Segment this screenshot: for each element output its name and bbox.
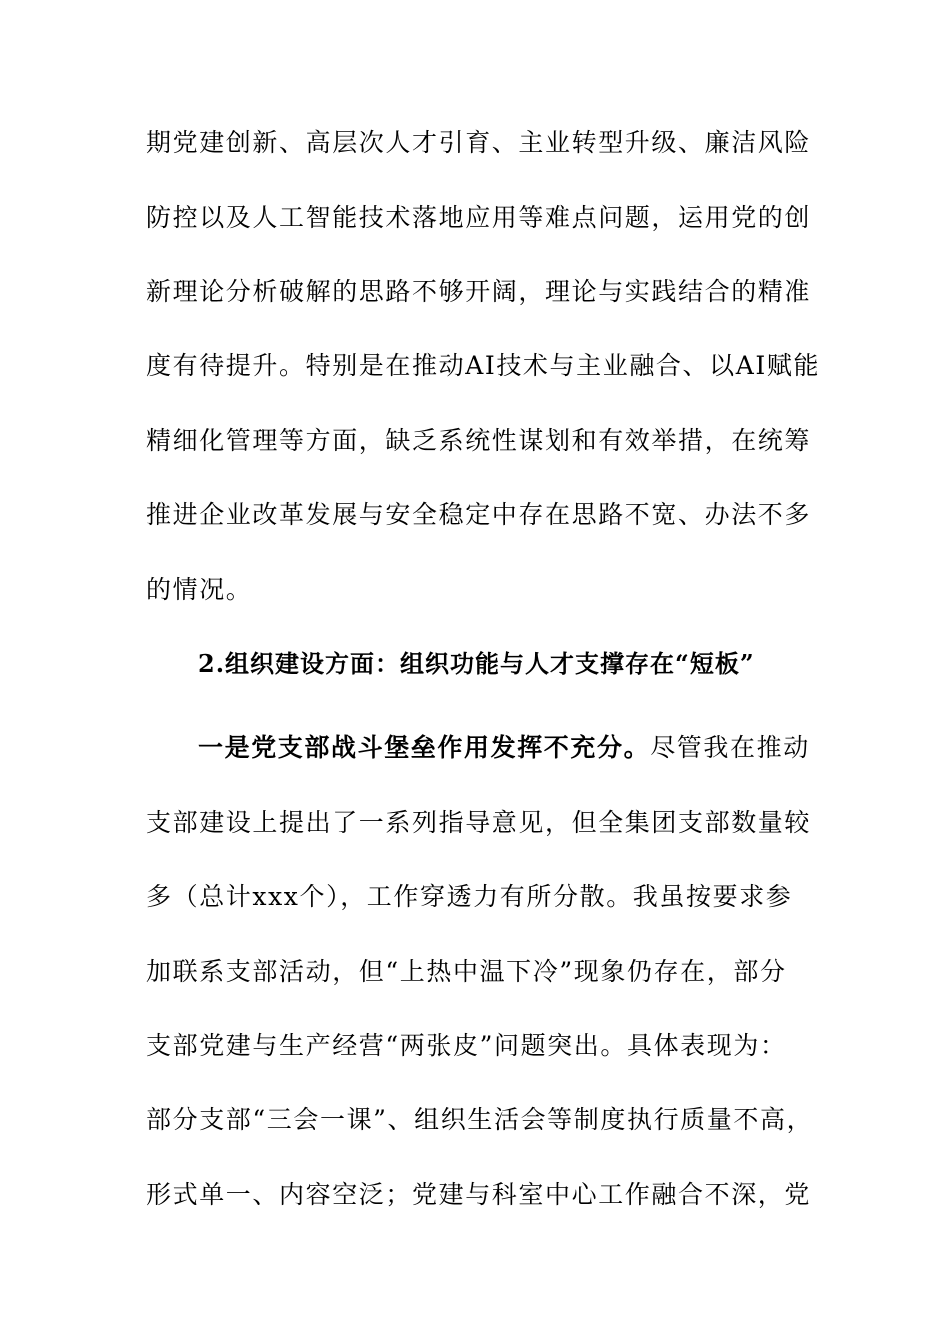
paragraph-line: 防控以及人工智能技术落地应用等难点问题，运用党的创 [146,203,812,232]
lead-bold-text: 一是党支部战斗堡垒作用发挥不充分。 [198,733,651,762]
paragraph-line: 部分支部“三会一课”、组织生活会等制度执行质量不高， [146,1105,814,1134]
lead-rest-text: 尽管我在推动 [650,733,810,762]
paragraph-line: 加联系支部活动，但“上热中温下冷”现象仍存在，部分 [146,957,787,986]
paragraph-line: 形式单一、内容空泛；党建与科室中心工作融合不深，党 [146,1180,812,1209]
paragraph-lead-line [198,731,810,765]
paragraph-line: 精细化管理等方面，缺乏系统性谋划和有效举措，在统筹 [146,426,812,455]
section-heading: 2.组织建设方面：组织功能与人才支撑存在“短板” [198,649,755,678]
paragraph-line: 支部党建与生产经营“两张皮”问题突出。具体表现为： [146,1031,787,1060]
paragraph-line: 新理论分析破解的思路不够开阔，理论与实践结合的精准 [146,277,812,306]
paragraph-line: 推进企业改革发展与安全稳定中存在思路不宽、办法不多 [146,500,812,529]
paragraph-line: 度有待提升。特别是在推动AI技术与主业融合、以AI赋能 [146,351,821,380]
paragraph-line: 多（总计xxx个），工作穿透力有所分散。我虽按要求参 [146,882,793,911]
paragraph-line: 支部建设上提出了一系列指导意见，但全集团支部数量较 [146,808,812,837]
paragraph-line: 期党建创新、高层次人才引育、主业转型升级、廉洁风险 [146,128,812,157]
paragraph-line: 的情况。 [146,575,253,604]
